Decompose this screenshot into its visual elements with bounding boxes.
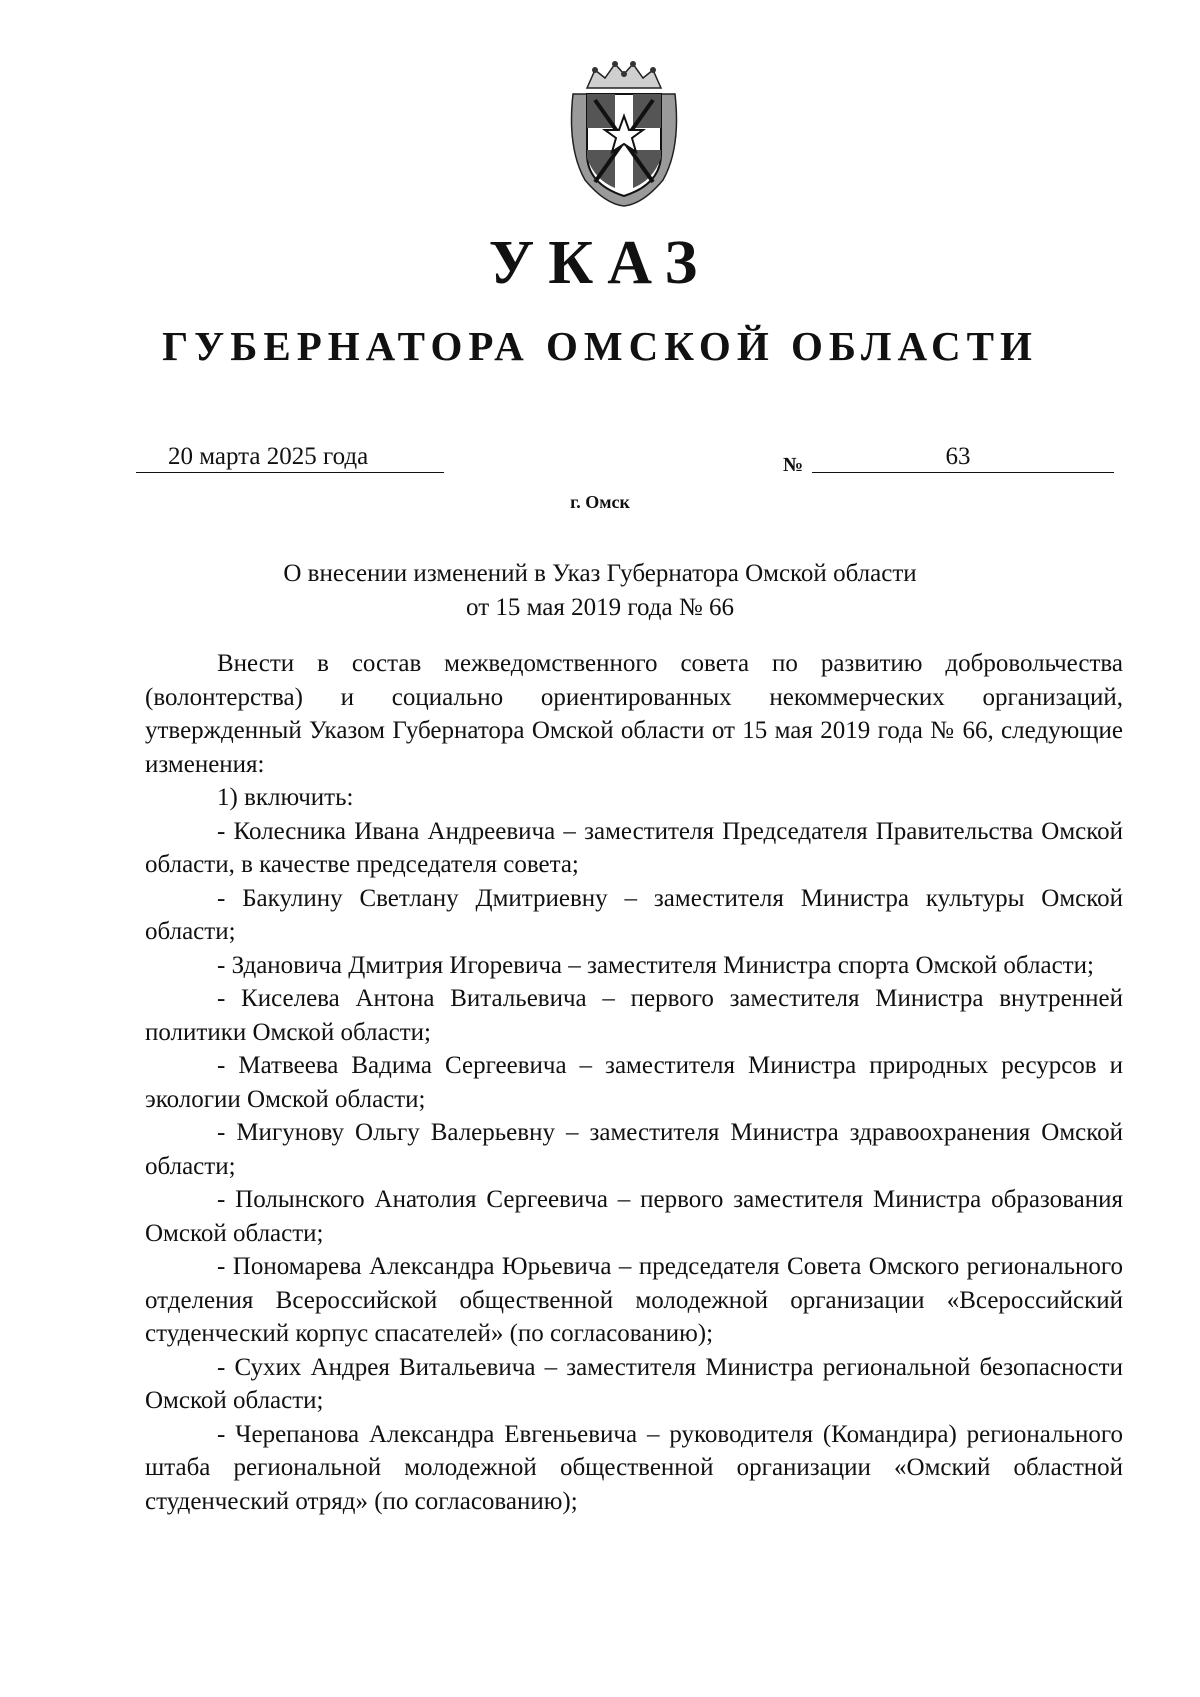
list-item: - Колесника Ивана Андреевича – заместителя Председателя Правительства Омской области, в качестве председателя совета; bbox=[145, 817, 1123, 878]
body-intro: Внести в состав межведомственного совета по развитию добровольчества (волонтерства) и социально ориентированных некоммерческих организаций, утвержденный Указом Губернатора Омской области от 15 мая 2019 года № 66, следующие изменения: bbox=[145, 650, 1123, 778]
coat-of-arms-icon bbox=[565, 58, 683, 208]
body-point-1: 1) включить: bbox=[217, 784, 354, 811]
list-item: - Полынского Анатолия Сергеевича – первого заместителя Министра образования Омской области; bbox=[145, 1186, 1123, 1247]
document-type-title: УКАЗ bbox=[488, 229, 712, 297]
list-item: - Черепанова Александра Евгеньевича – руководителя (Командира) регионального штаба региональной молодежной общественной организации «Омский областной студенческий отряд» (по согласованию); bbox=[145, 1420, 1123, 1515]
document-subject-line-2: от 15 мая 2019 года № 66 bbox=[466, 594, 734, 621]
list-item: - Бакулину Светлану Дмитриевну – заместителя Министра культуры Омской области; bbox=[145, 884, 1123, 945]
document-date: 20 марта 2025 года bbox=[136, 442, 444, 473]
list-item: - Сухих Андрея Витальевича – заместителя Министра региональной безопасности Омской области; bbox=[145, 1353, 1123, 1414]
number-sign: № bbox=[783, 454, 804, 476]
list-item: - Здановича Дмитрия Игоревича – заместителя Министра спорта Омской области; bbox=[217, 951, 1094, 979]
list-item: - Матвеева Вадима Сергеевича – заместителя Министра природных ресурсов и экологии Омской области; bbox=[145, 1052, 1123, 1113]
list-item: - Пономарева Александра Юрьевича – председателя Совета Омского регионального отделения Всероссийской общественной молодежной организации «Всероссийский студенческий корпус спасателей» (по согласованию); bbox=[145, 1253, 1123, 1347]
document-body bbox=[145, 647, 1123, 1518]
issuer-title: ГУБЕРНАТОРА ОМСКОЙ ОБЛАСТИ bbox=[162, 323, 1038, 369]
document-city: г. Омск bbox=[570, 492, 630, 512]
list-item: - Мигунову Ольгу Валерьевну – заместителя Министра здравоохранения Омской области; bbox=[145, 1119, 1123, 1180]
document-subject-line-1: О внесении изменений в Указ Губернатора Омской области bbox=[283, 560, 917, 587]
document-subject bbox=[0, 557, 1200, 625]
document-number: 63 bbox=[812, 442, 1114, 473]
list-item: - Киселева Антона Витальевича – первого заместителя Министра внутренней политики Омской области; bbox=[145, 985, 1123, 1046]
